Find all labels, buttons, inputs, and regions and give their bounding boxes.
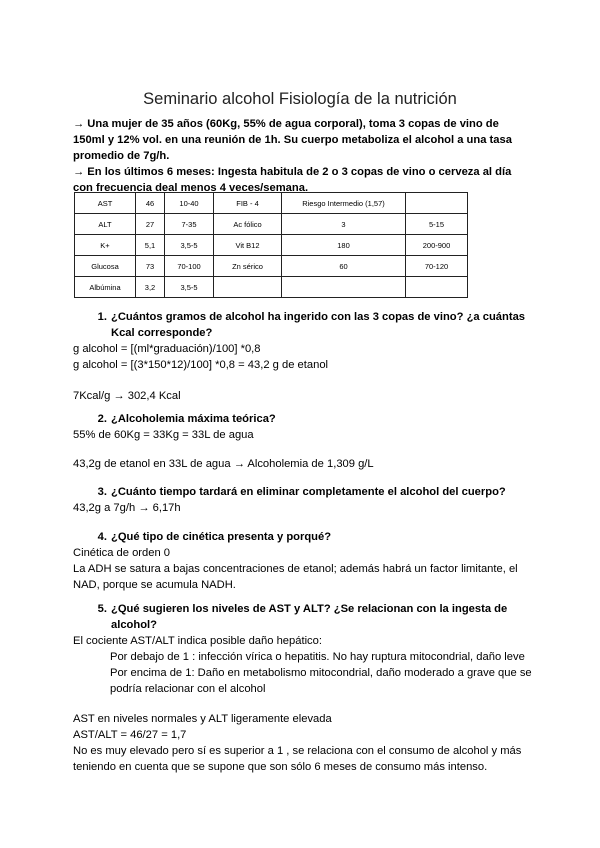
answer-line: El cociente AST/ALT indica posible daño hepático: [73, 635, 322, 647]
table-cell [214, 277, 282, 298]
question-heading [73, 529, 543, 545]
table-cell: 70-120 [406, 256, 468, 277]
question-number: 1. [97, 311, 107, 323]
table-cell [282, 277, 406, 298]
question-title-cont: Kcal corresponde? [111, 327, 213, 339]
table-cell: 70-100 [165, 256, 214, 277]
question-title: ¿Alcoholemia máxima teórica? [111, 413, 276, 425]
answer-line: g alcohol = [(3*150*12)/100] *0,8 = 43,2 g de etanol [73, 359, 329, 371]
question-title-cont: alcohol? [111, 619, 157, 631]
question-title: ¿Qué sugieren los niveles de AST y ALT? ¿Se relacionan con la ingesta de [111, 603, 508, 615]
answer-line: teniendo en cuenta que se supone que son sólo 6 meses de consumo más intenso. [73, 761, 488, 773]
answer-line: g alcohol = [(ml*graduación)/100] *0,8 [73, 343, 261, 355]
question-heading [73, 411, 543, 427]
table-row [75, 277, 468, 298]
intro-line: promedio de 7g/h. [73, 150, 170, 162]
table-cell: 5-15 [406, 214, 468, 235]
table-cell: ALT [75, 214, 136, 235]
answer-line: 7Kcal/g → 302,4 Kcal [73, 390, 181, 402]
table-cell: Riesgo Intermedio (1,57) [282, 193, 406, 214]
table-cell: 180 [282, 235, 406, 256]
question-number: 2. [97, 413, 107, 425]
table-cell: Zn sérico [214, 256, 282, 277]
table-cell: 5,1 [136, 235, 165, 256]
table-cell: 3,5-5 [165, 277, 214, 298]
table-row [75, 193, 468, 214]
table-cell: 3,5-5 [165, 235, 214, 256]
table-row [75, 235, 468, 256]
table-cell: FIB - 4 [214, 193, 282, 214]
question-heading [73, 309, 543, 341]
question-2 [73, 411, 543, 472]
answer-line: podría relacionar con el alcohol [110, 683, 266, 695]
table-cell: 73 [136, 256, 165, 277]
question-title: ¿Cuántos gramos de alcohol ha ingerido con las 3 copas de vino? ¿a cuántas [111, 311, 526, 323]
intro-line: 150ml y 12% vol. en una reunión de 1h. Su cuerpo metaboliza el alcohol a una tasa [73, 134, 512, 146]
question-heading [73, 601, 543, 633]
table-cell: 60 [282, 256, 406, 277]
table-cell: AST [75, 193, 136, 214]
table-cell: 3 [282, 214, 406, 235]
question-title: ¿Qué tipo de cinética presenta y porqué? [111, 531, 332, 543]
table-cell [406, 193, 468, 214]
answer-line: No es muy elevado pero sí es superior a 1 , se relaciona con el consumo de alcohol y más [73, 745, 522, 757]
lab-results-table [74, 192, 468, 298]
answer-line: Por debajo de 1 : infección vírica o hepatitis. No hay ruptura mitocondrial, daño leve [110, 651, 525, 663]
answer-line: NAD, porque se acumula NADH. [73, 579, 236, 591]
table-cell [406, 277, 468, 298]
answer-line: 43,2g de etanol en 33L de agua → Alcoholemia de 1,309 g/L [73, 458, 374, 470]
table-cell: 7-35 [165, 214, 214, 235]
answer-line: Cinética de orden 0 [73, 547, 171, 559]
answer-line: AST/ALT = 46/27 = 1,7 [73, 729, 187, 741]
table-cell: 46 [136, 193, 165, 214]
question-number: 5. [97, 603, 107, 615]
question-heading [73, 484, 543, 500]
table-cell: 10-40 [165, 193, 214, 214]
case-intro [73, 116, 533, 196]
question-5 [73, 601, 543, 775]
question-number: 3. [97, 486, 107, 498]
answer-line: 43,2g a 7g/h → 6,17h [73, 502, 181, 514]
table-cell: Ac fólico [214, 214, 282, 235]
table-row [75, 214, 468, 235]
question-number: 4. [97, 531, 107, 543]
table-cell: 200-900 [406, 235, 468, 256]
intro-line: con frecuencia deal menos 4 veces/semana. [73, 182, 309, 194]
answer-line: 55% de 60Kg = 33Kg = 33L de agua [73, 429, 254, 441]
intro-line: → Una mujer de 35 años (60Kg, 55% de agua corporal), toma 3 copas de vino de [73, 118, 499, 130]
answer-line: Por encima de 1: Daño en metabolismo mitocondrial, daño moderado a grave que se [110, 667, 532, 679]
table-cell: K+ [75, 235, 136, 256]
answer-line: La ADH se satura a bajas concentraciones de etanol; además habrá un factor limitante, el [73, 563, 518, 575]
table-row [75, 256, 468, 277]
table-cell: 3,2 [136, 277, 165, 298]
question-3 [73, 484, 543, 516]
page-title: Seminario alcohol Fisiología de la nutrición [143, 90, 457, 108]
question-4 [73, 529, 543, 593]
table-cell: Glucosa [75, 256, 136, 277]
table-cell: Vit B12 [214, 235, 282, 256]
table-cell: 27 [136, 214, 165, 235]
answer-line: AST en niveles normales y ALT ligeramente elevada [73, 713, 332, 725]
table-cell: Albúmina [75, 277, 136, 298]
question-1 [73, 309, 543, 404]
intro-line: → En los últimos 6 meses: Ingesta habitula de 2 o 3 copas de vino o cerveza al día [73, 166, 512, 178]
question-title: ¿Cuánto tiempo tardará en eliminar completamente el alcohol del cuerpo? [111, 486, 506, 498]
